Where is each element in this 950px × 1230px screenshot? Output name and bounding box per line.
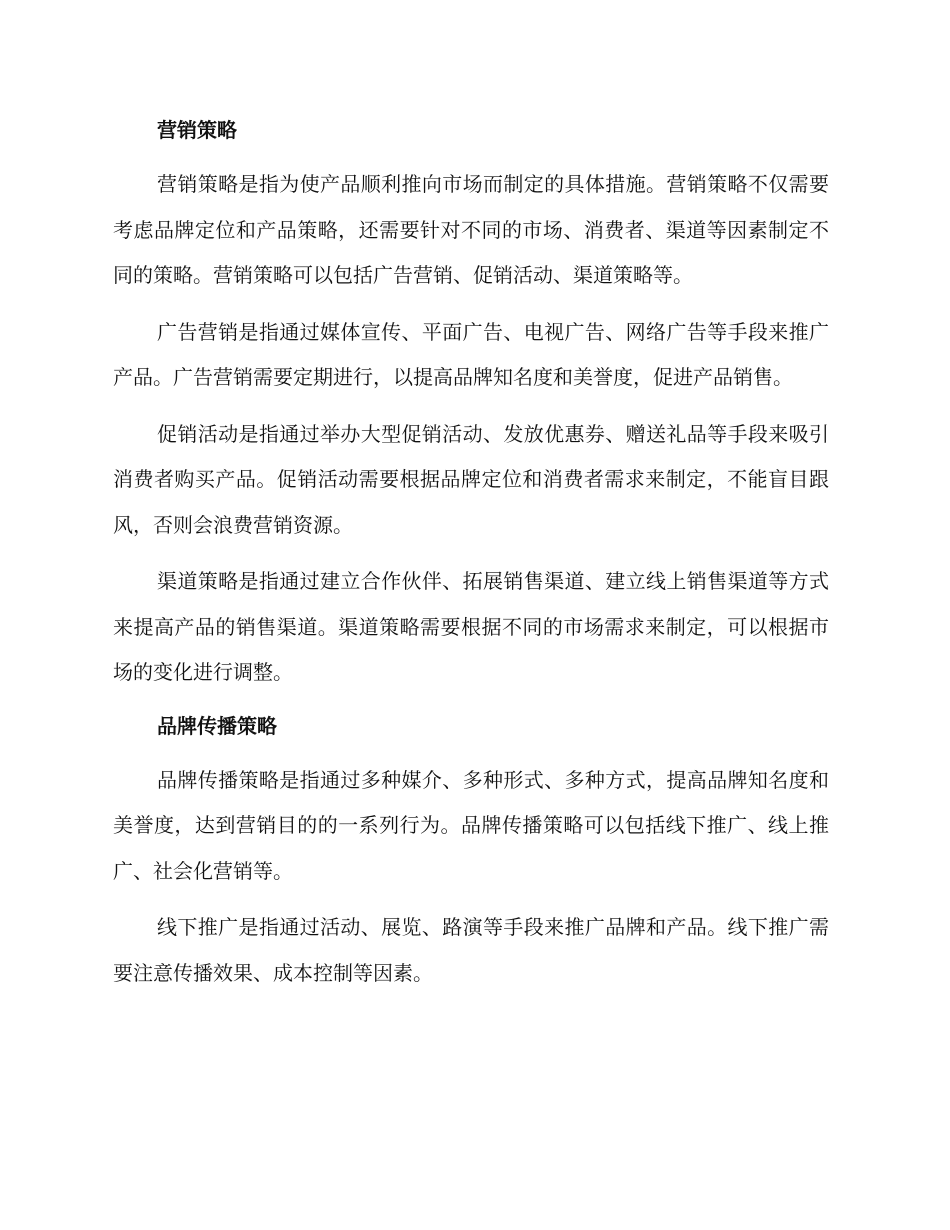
section-heading-marketing-strategy: 营销策略 [157, 118, 237, 142]
paragraph: 品牌传播策略是指通过多种媒介、多种形式、多种方式，提高品牌知名度和美誉度，达到营销目的的一系列行为。品牌传播策略可以包括线下推广、线上推广、社会化营销等。 [113, 767, 829, 883]
paragraph: 广告营销是指通过媒体宣传、平面广告、电视广告、网络广告等手段来推广产品。广告营销需要定期进行，以提高品牌知名度和美誉度，促进产品销售。 [113, 319, 829, 389]
document-page [113, 110, 829, 996]
spacer [113, 894, 829, 905]
spacer [113, 401, 829, 412]
spacer [113, 150, 829, 162]
spacer [113, 299, 829, 310]
paragraph: 促销活动是指通过举办大型促销活动、发放优惠券、赠送礼品等手段来吸引消费者购买产品。促销活动需要根据品牌定位和消费者需求来制定，不能盲目跟风，否则会浪费营销资源。 [113, 421, 829, 537]
paragraph: 营销策略是指为使产品顺利推向市场而制定的具体措施。营销策略不仅需要考虑品牌定位和产品策略，还需要针对不同的市场、消费者、渠道等因素制定不同的策略。营销策略可以包括广告营销、促销活动、渠道策略等。 [113, 172, 829, 287]
paragraph: 渠道策略是指通过建立合作伙伴、拓展销售渠道、建立线上销售渠道等方式来提高产品的销售渠道。渠道策略需要根据不同的市场需求来制定，可以根据市场的变化进行调整。 [113, 569, 829, 684]
spacer [113, 746, 829, 758]
spacer [113, 696, 829, 706]
spacer [113, 548, 829, 559]
section-heading-brand-communication: 品牌传播策略 [157, 713, 277, 738]
paragraph: 线下推广是指通过活动、展览、路演等手段来推广品牌和产品。线下推广需要注意传播效果、成本控制等因素。 [113, 915, 829, 985]
